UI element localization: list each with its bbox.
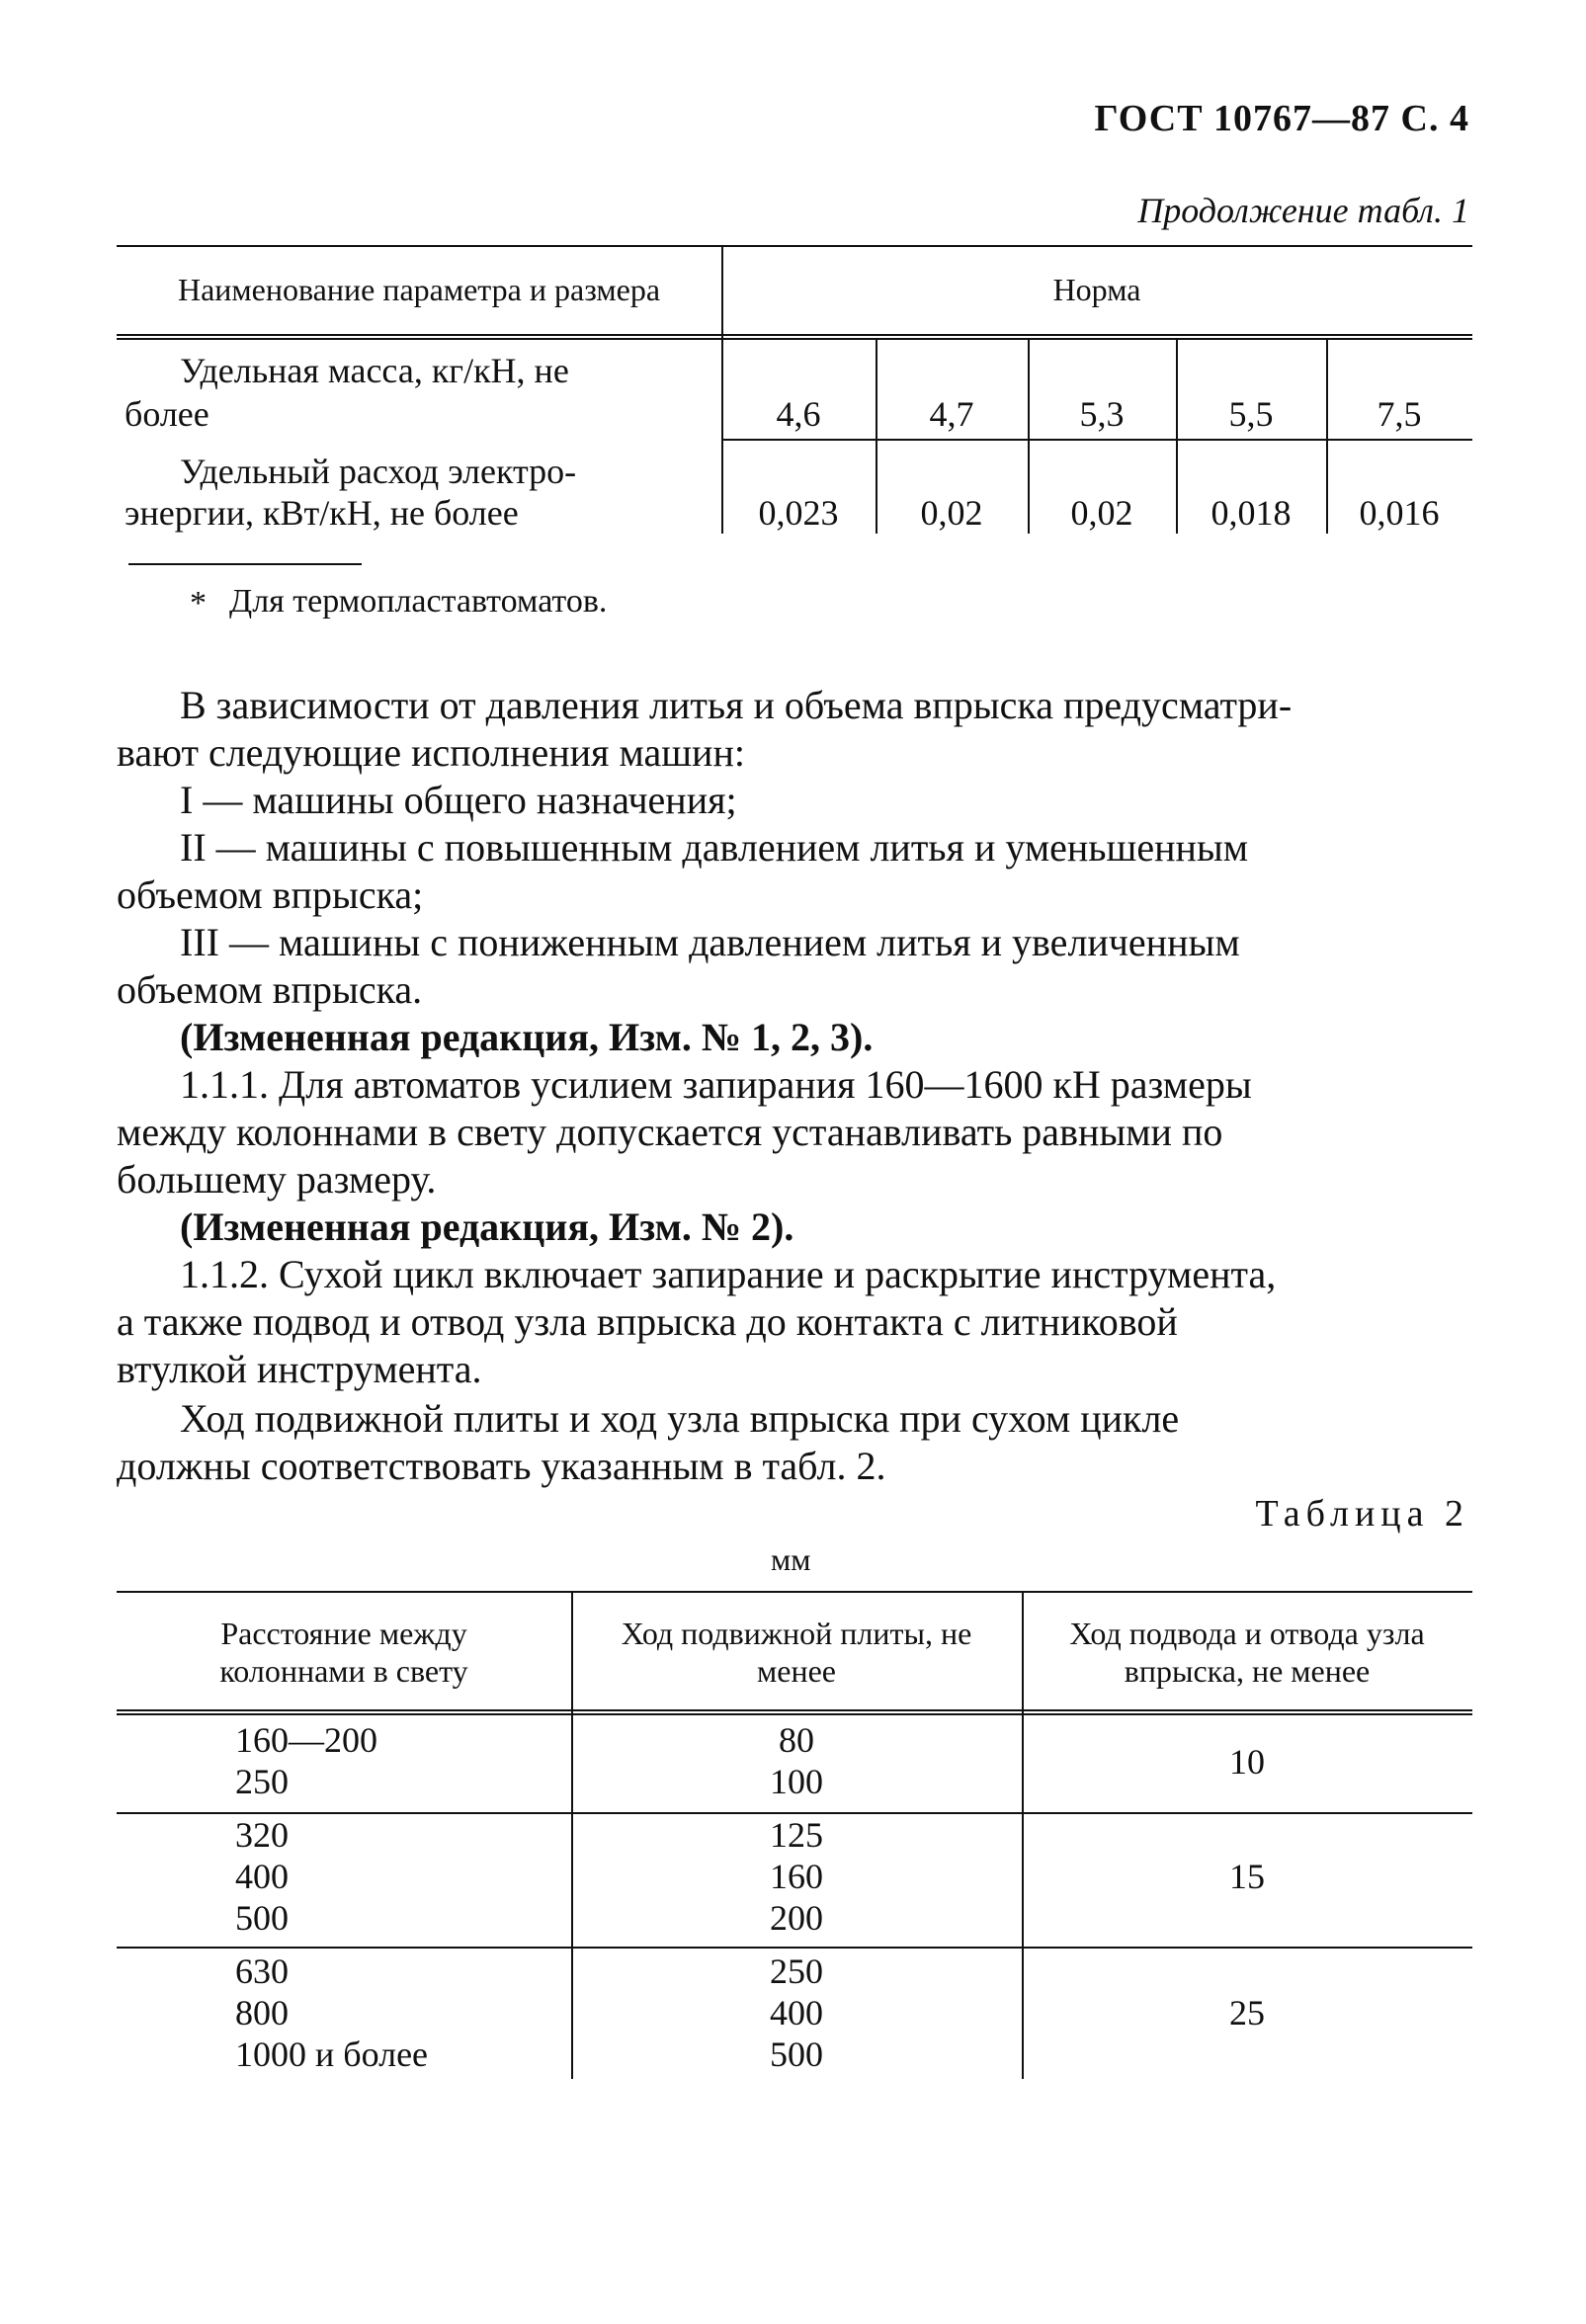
header-line: Ход подвижной плиты, не	[621, 1616, 972, 1651]
table-cell: 5,3	[1079, 394, 1125, 434]
footnote-rule	[128, 563, 362, 565]
row-name: Удельная масса, кг/кН, не	[180, 351, 569, 390]
paragraph-line: а также подвод и отвод узла впрыска до контакта с литниковой	[117, 1299, 1178, 1344]
table-cell: 630	[235, 1951, 289, 1991]
table-cell: 500	[770, 2034, 823, 2074]
table-cell: 125	[770, 1815, 823, 1855]
table-cell: 0,02	[1070, 493, 1133, 533]
table-cell: 10	[1229, 1742, 1265, 1782]
page-header: ГОСТ 10767—87 С. 4	[1094, 98, 1469, 139]
table-cell: 250	[235, 1762, 289, 1801]
table-rule	[117, 338, 1472, 340]
paragraph-line: объемом впрыска;	[117, 872, 424, 917]
paragraph-line: III — машины с пониженным давлением литья и увеличенным	[180, 920, 1240, 964]
table-rule	[117, 245, 1472, 247]
table-cell: 0,023	[758, 493, 839, 533]
table-rule	[117, 1947, 1472, 1949]
column-header-plate-stroke	[571, 1615, 1022, 1690]
paragraph-line: объемом впрыска.	[117, 967, 423, 1012]
table-rule	[117, 1591, 1472, 1593]
table-cell: 4,6	[776, 394, 821, 434]
row-name: более	[125, 394, 209, 434]
table-cell: 4,7	[929, 394, 974, 434]
paragraph-line: между колоннами в свету допускается устанавливать равными по	[117, 1110, 1223, 1154]
table-cell: 160—200	[235, 1720, 377, 1760]
paragraph-line: должны соответствовать указанным в табл. 2.	[117, 1444, 886, 1488]
row-name: Удельный расход электро-	[180, 452, 577, 491]
column-header-injection-stroke	[1022, 1615, 1472, 1690]
paragraph-line: Ход подвижной плиты и ход узла впрыска при сухом цикле	[180, 1396, 1180, 1441]
table-cell: 5,5	[1228, 394, 1274, 434]
table-cell: 160	[770, 1857, 823, 1896]
paragraph-line: вают следующие исполнения машин:	[117, 730, 745, 775]
table-2-units: мм	[771, 1541, 811, 1577]
table-cell: 800	[235, 1993, 289, 2033]
footnote-mark: *	[190, 585, 207, 622]
footnote: Для термопластавтоматов.	[229, 583, 608, 620]
table-cell: 1000 и более	[235, 2034, 429, 2074]
amendment-note: (Измененная редакция, Изм. № 1, 2, 3).	[180, 1015, 874, 1059]
paragraph-line: втулкой инструмента.	[117, 1347, 482, 1391]
header-line: Расстояние между	[220, 1616, 467, 1651]
table-cell: 400	[235, 1857, 289, 1896]
amendment-note: (Измененная редакция, Изм. № 2).	[180, 1204, 794, 1249]
paragraph-line: I — машины общего назначения;	[180, 778, 737, 822]
paragraph-line: большему размеру.	[117, 1157, 437, 1202]
table-2-label: Таблица 2	[1255, 1493, 1469, 1535]
table-cell: 500	[235, 1898, 289, 1938]
table-rule	[117, 1709, 1472, 1711]
header-line: колоннами в свету	[219, 1653, 468, 1689]
column-header-parameter: Наименование параметра и размера	[177, 272, 661, 307]
header-line: менее	[757, 1653, 836, 1689]
row-name: энергии, кВт/кН, не более	[125, 493, 519, 533]
table-rule	[117, 1713, 1472, 1715]
column-header-distance	[117, 1615, 571, 1690]
table-continuation-label: Продолжение табл. 1	[1137, 191, 1469, 230]
table-cell: 25	[1229, 1993, 1265, 2033]
paragraph-line: 1.1.2. Сухой цикл включает запирание и раскрытие инструмента,	[180, 1252, 1277, 1296]
paragraph-line: 1.1.1. Для автоматов усилием запирания 160—1600 кН размеры	[180, 1062, 1252, 1107]
table-rule	[721, 439, 1472, 441]
table-cell: 320	[235, 1815, 289, 1855]
table-rule	[117, 334, 1472, 336]
header-line: впрыска, не менее	[1124, 1653, 1371, 1689]
table-cell: 0,02	[920, 493, 983, 533]
table-cell: 400	[770, 1993, 823, 2033]
table-cell: 7,5	[1377, 394, 1422, 434]
table-cell: 0,016	[1359, 493, 1440, 533]
column-header-norm: Норма	[1052, 272, 1141, 307]
table-cell: 200	[770, 1898, 823, 1938]
table-cell: 15	[1229, 1857, 1265, 1896]
paragraph-line: В зависимости от давления литья и объема впрыска предусматри-	[180, 683, 1293, 727]
table-cell: 100	[770, 1762, 823, 1801]
table-cell: 80	[779, 1720, 814, 1760]
header-line: Ход подвода и отвода узла	[1069, 1616, 1425, 1651]
table-cell: 0,018	[1210, 493, 1292, 533]
paragraph-line: II — машины с повышенным давлением литья и уменьшенным	[180, 825, 1249, 870]
table-cell: 250	[770, 1951, 823, 1991]
